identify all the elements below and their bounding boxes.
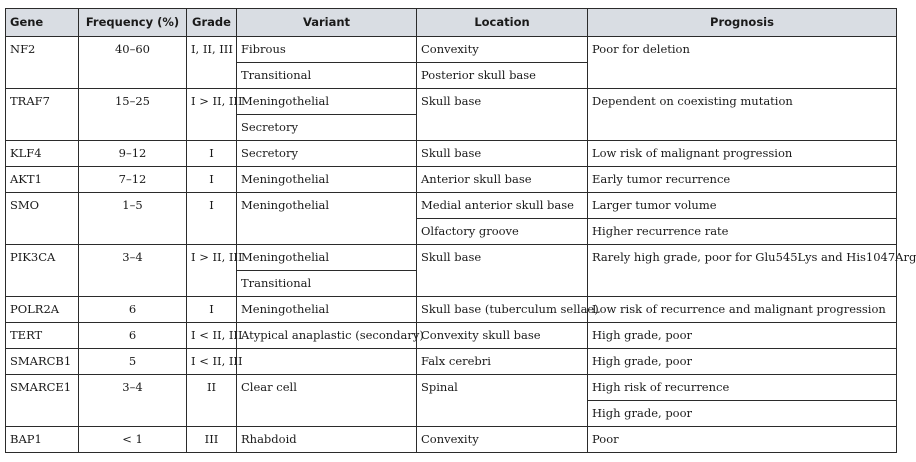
variant-cell: Meningothelial [237, 297, 417, 323]
gene-mutation-table [5, 8, 916, 453]
prognosis-cell: High risk of recurrence [588, 375, 897, 401]
location-cell: Skull base (tuberculum sellae) [417, 297, 588, 323]
gene-cell: TERT [6, 323, 79, 349]
header-variant: Variant [237, 9, 417, 37]
location-cell: Skull base [417, 89, 588, 141]
frequency-cell: 9–12 [79, 141, 187, 167]
variant-cell: Meningothelial [237, 89, 417, 115]
table-row [6, 167, 897, 193]
prognosis-cell: Low risk of malignant progression [588, 141, 897, 167]
variant-cell: Meningothelial [237, 245, 417, 271]
header-frequency: Frequency (%) [79, 9, 187, 37]
prognosis-cell: Dependent on coexisting mutation [588, 89, 897, 141]
frequency-cell: 3–4 [79, 245, 187, 297]
location-cell: Convexity skull base [417, 323, 588, 349]
table-row [6, 37, 897, 63]
table-row [6, 245, 897, 271]
table-row [6, 323, 897, 349]
header-gene: Gene [6, 9, 79, 37]
variant-cell: Transitional [237, 271, 417, 297]
prognosis-cell: Rarely high grade, poor for Glu545Lys and His1047Arg [588, 245, 897, 297]
grade-cell: I < II, III [187, 323, 237, 349]
location-cell: Falx cerebri [417, 349, 588, 375]
variant-cell: Fibrous [237, 37, 417, 63]
header-prognosis: Prognosis [588, 9, 897, 37]
prognosis-cell: High grade, poor [588, 323, 897, 349]
gene-table-container [5, 8, 916, 453]
frequency-cell: 6 [79, 323, 187, 349]
gene-cell: AKT1 [6, 167, 79, 193]
prognosis-cell: High grade, poor [588, 401, 897, 427]
prognosis-cell: High grade, poor [588, 349, 897, 375]
gene-cell: SMARCB1 [6, 349, 79, 375]
prognosis-cell: Poor for deletion [588, 37, 897, 89]
prognosis-cell: Poor [588, 427, 897, 453]
frequency-cell: 3–4 [79, 375, 187, 427]
grade-cell: I [187, 193, 237, 245]
grade-cell: I [187, 167, 237, 193]
gene-cell: NF2 [6, 37, 79, 89]
grade-cell: III [187, 427, 237, 453]
table-row [6, 427, 897, 453]
variant-cell: Secretory [237, 115, 417, 141]
grade-cell: I > II, III [187, 89, 237, 141]
frequency-cell: 1–5 [79, 193, 187, 245]
grade-cell: I [187, 141, 237, 167]
header-row [6, 9, 897, 37]
prognosis-cell: Low risk of recurrence and malignant progression [588, 297, 897, 323]
grade-cell: I [187, 297, 237, 323]
gene-cell: SMARCE1 [6, 375, 79, 427]
table-row [6, 193, 897, 219]
location-cell: Convexity [417, 37, 588, 63]
table-row [6, 141, 897, 167]
location-cell: Posterior skull base [417, 63, 588, 89]
variant-cell [237, 349, 417, 375]
table-row [6, 297, 897, 323]
prognosis-cell: Early tumor recurrence [588, 167, 897, 193]
location-cell: Anterior skull base [417, 167, 588, 193]
prognosis-cell: Larger tumor volume [588, 193, 897, 219]
gene-cell: POLR2A [6, 297, 79, 323]
frequency-cell: 15–25 [79, 89, 187, 141]
frequency-cell: < 1 [79, 427, 187, 453]
frequency-cell: 7–12 [79, 167, 187, 193]
grade-cell: I < II, III [187, 349, 237, 375]
variant-cell: Clear cell [237, 375, 417, 427]
grade-cell: I > II, III [187, 245, 237, 297]
grade-cell: II [187, 375, 237, 427]
frequency-cell: 6 [79, 297, 187, 323]
gene-cell: BAP1 [6, 427, 79, 453]
location-cell: Medial anterior skull base [417, 193, 588, 219]
location-cell: Skull base [417, 141, 588, 167]
variant-cell: Secretory [237, 141, 417, 167]
variant-cell: Meningothelial [237, 193, 417, 245]
frequency-cell: 40–60 [79, 37, 187, 89]
gene-cell: TRAF7 [6, 89, 79, 141]
header-grade: Grade [187, 9, 237, 37]
location-cell: Skull base [417, 245, 588, 297]
gene-cell: PIK3CA [6, 245, 79, 297]
header-location: Location [417, 9, 588, 37]
variant-cell: Rhabdoid [237, 427, 417, 453]
grade-cell: I, II, III [187, 37, 237, 89]
variant-cell: Atypical anaplastic (secondary) [237, 323, 417, 349]
table-row [6, 349, 897, 375]
table-row [6, 89, 897, 115]
gene-cell: SMO [6, 193, 79, 245]
location-cell: Convexity [417, 427, 588, 453]
location-cell: Spinal [417, 375, 588, 427]
table-row [6, 375, 897, 401]
gene-cell: KLF4 [6, 141, 79, 167]
prognosis-cell: Higher recurrence rate [588, 219, 897, 245]
frequency-cell: 5 [79, 349, 187, 375]
variant-cell: Meningothelial [237, 167, 417, 193]
variant-cell: Transitional [237, 63, 417, 89]
location-cell: Olfactory groove [417, 219, 588, 245]
